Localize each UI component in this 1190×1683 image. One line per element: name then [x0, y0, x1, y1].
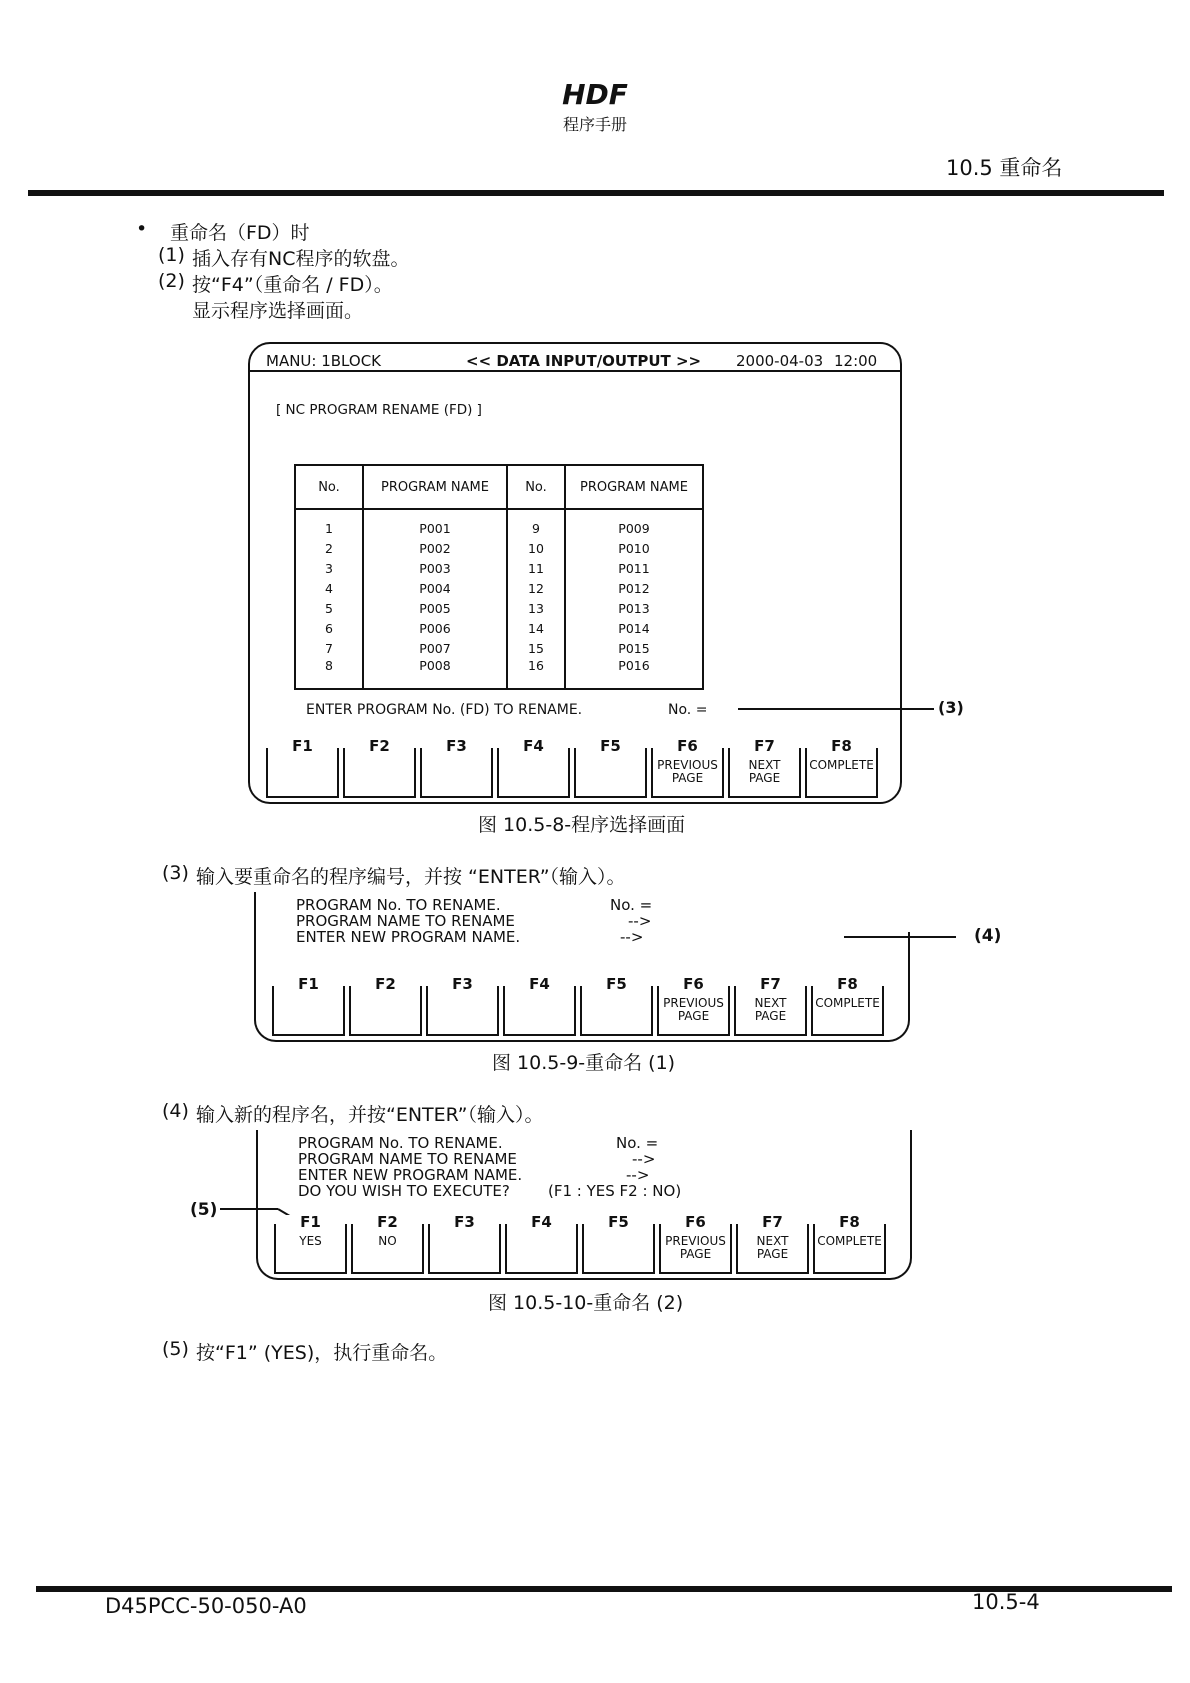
function-key-bar: [266, 737, 880, 798]
function-key-label: F1: [268, 739, 337, 753]
callout-label: (4): [974, 926, 1002, 946]
function-key-label: F3: [422, 739, 491, 753]
function-key-f8[interactable]: [805, 737, 878, 798]
function-key-caption: PAGE: [679, 1247, 712, 1261]
function-key-f7[interactable]: [734, 975, 807, 1036]
function-key-caption: COMPLETE: [817, 1234, 882, 1248]
confirm-hint: (F1 : YES F2 : NO): [548, 1182, 682, 1200]
table-cell: 4: [295, 578, 363, 598]
column-header: No.: [507, 465, 565, 509]
table-row[interactable]: [295, 658, 703, 689]
function-key-caption: YES: [299, 1234, 322, 1248]
callout-leader: [844, 936, 956, 938]
function-key-caption: NO: [378, 1234, 397, 1248]
table-cell: P003: [363, 558, 507, 578]
function-key-label: F4: [499, 739, 568, 753]
mode-indicator: MANU: 1BLOCK: [266, 352, 381, 370]
table-cell: 2: [295, 538, 363, 558]
function-key-f6[interactable]: [659, 1213, 732, 1274]
function-key-label: F5: [576, 739, 645, 753]
new-name-field[interactable]: -->: [620, 928, 644, 946]
intro-heading: 重命名（FD）时: [170, 222, 310, 244]
function-key-label: F6: [659, 977, 728, 991]
function-key-label: F2: [353, 1215, 422, 1229]
new-name-field[interactable]: -->: [626, 1166, 650, 1184]
table-row[interactable]: [295, 538, 703, 558]
function-key-f4[interactable]: [497, 737, 570, 798]
prompt-label: PROGRAM No. TO RENAME.: [298, 1134, 503, 1152]
table-cell: 3: [295, 558, 363, 578]
step-number: (2): [158, 270, 185, 292]
function-key-caption: PREVIOUS: [657, 758, 718, 772]
function-key-label: F7: [738, 1215, 807, 1229]
function-key-caption: NEXT: [756, 1234, 789, 1248]
function-key-label: F5: [584, 1215, 653, 1229]
function-key-f2[interactable]: [343, 737, 416, 798]
column-header: No.: [295, 465, 363, 509]
table-row[interactable]: [295, 618, 703, 638]
table-cell: P005: [363, 598, 507, 618]
function-key-label: F8: [807, 739, 876, 753]
function-key-label: F6: [661, 1215, 730, 1229]
function-key-f4[interactable]: [503, 975, 576, 1036]
table-cell: P006: [363, 618, 507, 638]
function-key-label: F1: [274, 977, 343, 991]
function-key-label: F8: [813, 977, 882, 991]
table-cell: 13: [507, 598, 565, 618]
table-cell: 16: [507, 658, 565, 689]
table-cell: 15: [507, 638, 565, 658]
step-text: 插入存有NC程序的软盘。: [192, 248, 410, 270]
table-cell: P014: [565, 618, 703, 638]
table-cell: 12: [507, 578, 565, 598]
top-rule: [28, 190, 1164, 196]
section-heading: 10.5 重命名: [946, 156, 1063, 180]
screen-edge-mask: [908, 892, 910, 932]
table-header-row: [295, 465, 703, 509]
table-cell: P012: [565, 578, 703, 598]
function-key-caption: PAGE: [671, 771, 704, 785]
step-text: 输入新的程序名，并按“ENTER”（输入）。: [196, 1104, 544, 1126]
manual-subtitle: 程序手册: [562, 115, 627, 134]
function-key-f1[interactable]: [272, 975, 345, 1036]
prompt-label: DO YOU WISH TO EXECUTE?: [298, 1182, 510, 1200]
function-key-caption: PREVIOUS: [665, 1234, 726, 1248]
table-row[interactable]: [295, 509, 703, 538]
step-text: 按“F1” (YES)，执行重命名。: [196, 1342, 448, 1364]
table-cell: 8: [295, 658, 363, 689]
prompt-label: PROGRAM NAME TO RENAME: [298, 1150, 517, 1168]
function-key-caption: PAGE: [677, 1009, 710, 1023]
function-key-caption: NEXT: [754, 996, 787, 1010]
table-cell: 10: [507, 538, 565, 558]
prompt-label: PROGRAM No. TO RENAME.: [296, 896, 501, 914]
function-key-caption: COMPLETE: [815, 996, 880, 1010]
table-row[interactable]: [295, 638, 703, 658]
function-key-f6[interactable]: [657, 975, 730, 1036]
function-key-f4[interactable]: [505, 1213, 578, 1274]
step-text: 按“F4”（重命名 / FD）。: [192, 274, 393, 296]
function-key-f3[interactable]: [426, 975, 499, 1036]
function-key-label: F6: [653, 739, 722, 753]
figure-caption: 图 10.5-9-重命名 (1): [492, 1052, 676, 1074]
function-key-f5[interactable]: [582, 1213, 655, 1274]
function-key-f3[interactable]: [428, 1213, 501, 1274]
table-row[interactable]: [295, 558, 703, 578]
function-key-label: F1: [276, 1215, 345, 1229]
step-number: (5): [162, 1338, 189, 1360]
table-cell: P004: [363, 578, 507, 598]
function-key-caption: NEXT: [748, 758, 781, 772]
function-key-label: F8: [815, 1215, 884, 1229]
bullet: •: [136, 218, 148, 240]
function-key-f8[interactable]: [813, 1213, 886, 1274]
table-cell: 9: [507, 509, 565, 538]
callout-label: (5): [190, 1200, 218, 1220]
function-key-f1[interactable]: [266, 737, 339, 798]
function-key-label: F2: [351, 977, 420, 991]
function-key-label: F3: [428, 977, 497, 991]
table-cell: P010: [565, 538, 703, 558]
table-cell: 11: [507, 558, 565, 578]
function-key-f8[interactable]: [811, 975, 884, 1036]
table-cell: P009: [565, 509, 703, 538]
function-key-bar: [274, 1213, 890, 1274]
screen-title: << DATA INPUT/OUTPUT >>: [466, 352, 702, 370]
function-key-f1[interactable]: [274, 1213, 347, 1274]
document-id: D45PCC-50-050-A0: [105, 1594, 307, 1618]
page-number: 10.5-4: [972, 1590, 1040, 1614]
table-cell: 7: [295, 638, 363, 658]
prompt-label: PROGRAM NAME TO RENAME: [296, 912, 515, 930]
function-key-f5[interactable]: [574, 737, 647, 798]
table-cell: P007: [363, 638, 507, 658]
figure-caption: 图 10.5-8-程序选择画面: [478, 814, 686, 836]
function-key-label: F4: [505, 977, 574, 991]
program-table: [294, 464, 704, 690]
time-display: 12:00: [834, 352, 878, 370]
callout-leader: [738, 708, 934, 710]
program-no-field[interactable]: No. =: [616, 1134, 659, 1152]
function-key-f2[interactable]: [349, 975, 422, 1036]
step-number: (1): [158, 244, 185, 266]
function-key-caption: PREVIOUS: [663, 996, 724, 1010]
function-key-label: F7: [736, 977, 805, 991]
date-display: 2000-04-03: [736, 352, 824, 370]
step-text: 输入要重命名的程序编号，并按 “ENTER”（输入）。: [196, 866, 626, 888]
function-key-caption: PAGE: [756, 1247, 789, 1261]
function-key-f3[interactable]: [420, 737, 493, 798]
function-key-f7[interactable]: [728, 737, 801, 798]
function-key-f5[interactable]: [580, 975, 653, 1036]
table-cell: P008: [363, 658, 507, 689]
function-key-bar: [272, 975, 888, 1036]
step-number: (3): [162, 862, 189, 884]
function-key-f7[interactable]: [736, 1213, 809, 1274]
program-name-field[interactable]: -->: [632, 1150, 656, 1168]
table-row[interactable]: [295, 578, 703, 598]
function-key-caption: PAGE: [754, 1009, 787, 1023]
figure-caption: 图 10.5-10-重命名 (2): [488, 1292, 684, 1314]
prompt-label: ENTER NEW PROGRAM NAME.: [296, 928, 521, 946]
table-cell: P013: [565, 598, 703, 618]
rename-prompt: ENTER PROGRAM No. (FD) TO RENAME.: [306, 702, 583, 718]
function-key-caption: COMPLETE: [809, 758, 874, 772]
prompt-label: ENTER NEW PROGRAM NAME.: [298, 1166, 523, 1184]
table-cell: P011: [565, 558, 703, 578]
table-cell: 14: [507, 618, 565, 638]
table-cell: 5: [295, 598, 363, 618]
screen-title-divider: [248, 370, 902, 372]
table-cell: P002: [363, 538, 507, 558]
table-cell: P015: [565, 638, 703, 658]
table-cell: 6: [295, 618, 363, 638]
function-key-label: F3: [430, 1215, 499, 1229]
program-name-field[interactable]: -->: [628, 912, 652, 930]
step-note: 显示程序选择画面。: [192, 300, 364, 322]
function-key-label: F2: [345, 739, 414, 753]
function-key-label: F5: [582, 977, 651, 991]
function-key-f2[interactable]: [351, 1213, 424, 1274]
callout-label: (3): [938, 698, 964, 717]
program-no-field[interactable]: No. =: [610, 896, 653, 914]
table-cell: 1: [295, 509, 363, 538]
manual-title: HDF: [562, 78, 628, 111]
table-cell: P001: [363, 509, 507, 538]
function-key-f6[interactable]: [651, 737, 724, 798]
column-header: PROGRAM NAME: [363, 465, 507, 509]
screen-subtitle: [ NC PROGRAM RENAME (FD) ]: [276, 402, 482, 418]
function-key-label: F7: [730, 739, 799, 753]
table-cell: P016: [565, 658, 703, 689]
step-number: (4): [162, 1100, 189, 1122]
table-row[interactable]: [295, 598, 703, 618]
function-key-caption: PAGE: [748, 771, 781, 785]
column-header: PROGRAM NAME: [565, 465, 703, 509]
function-key-label: F4: [507, 1215, 576, 1229]
program-no-field[interactable]: No. =: [668, 702, 708, 718]
